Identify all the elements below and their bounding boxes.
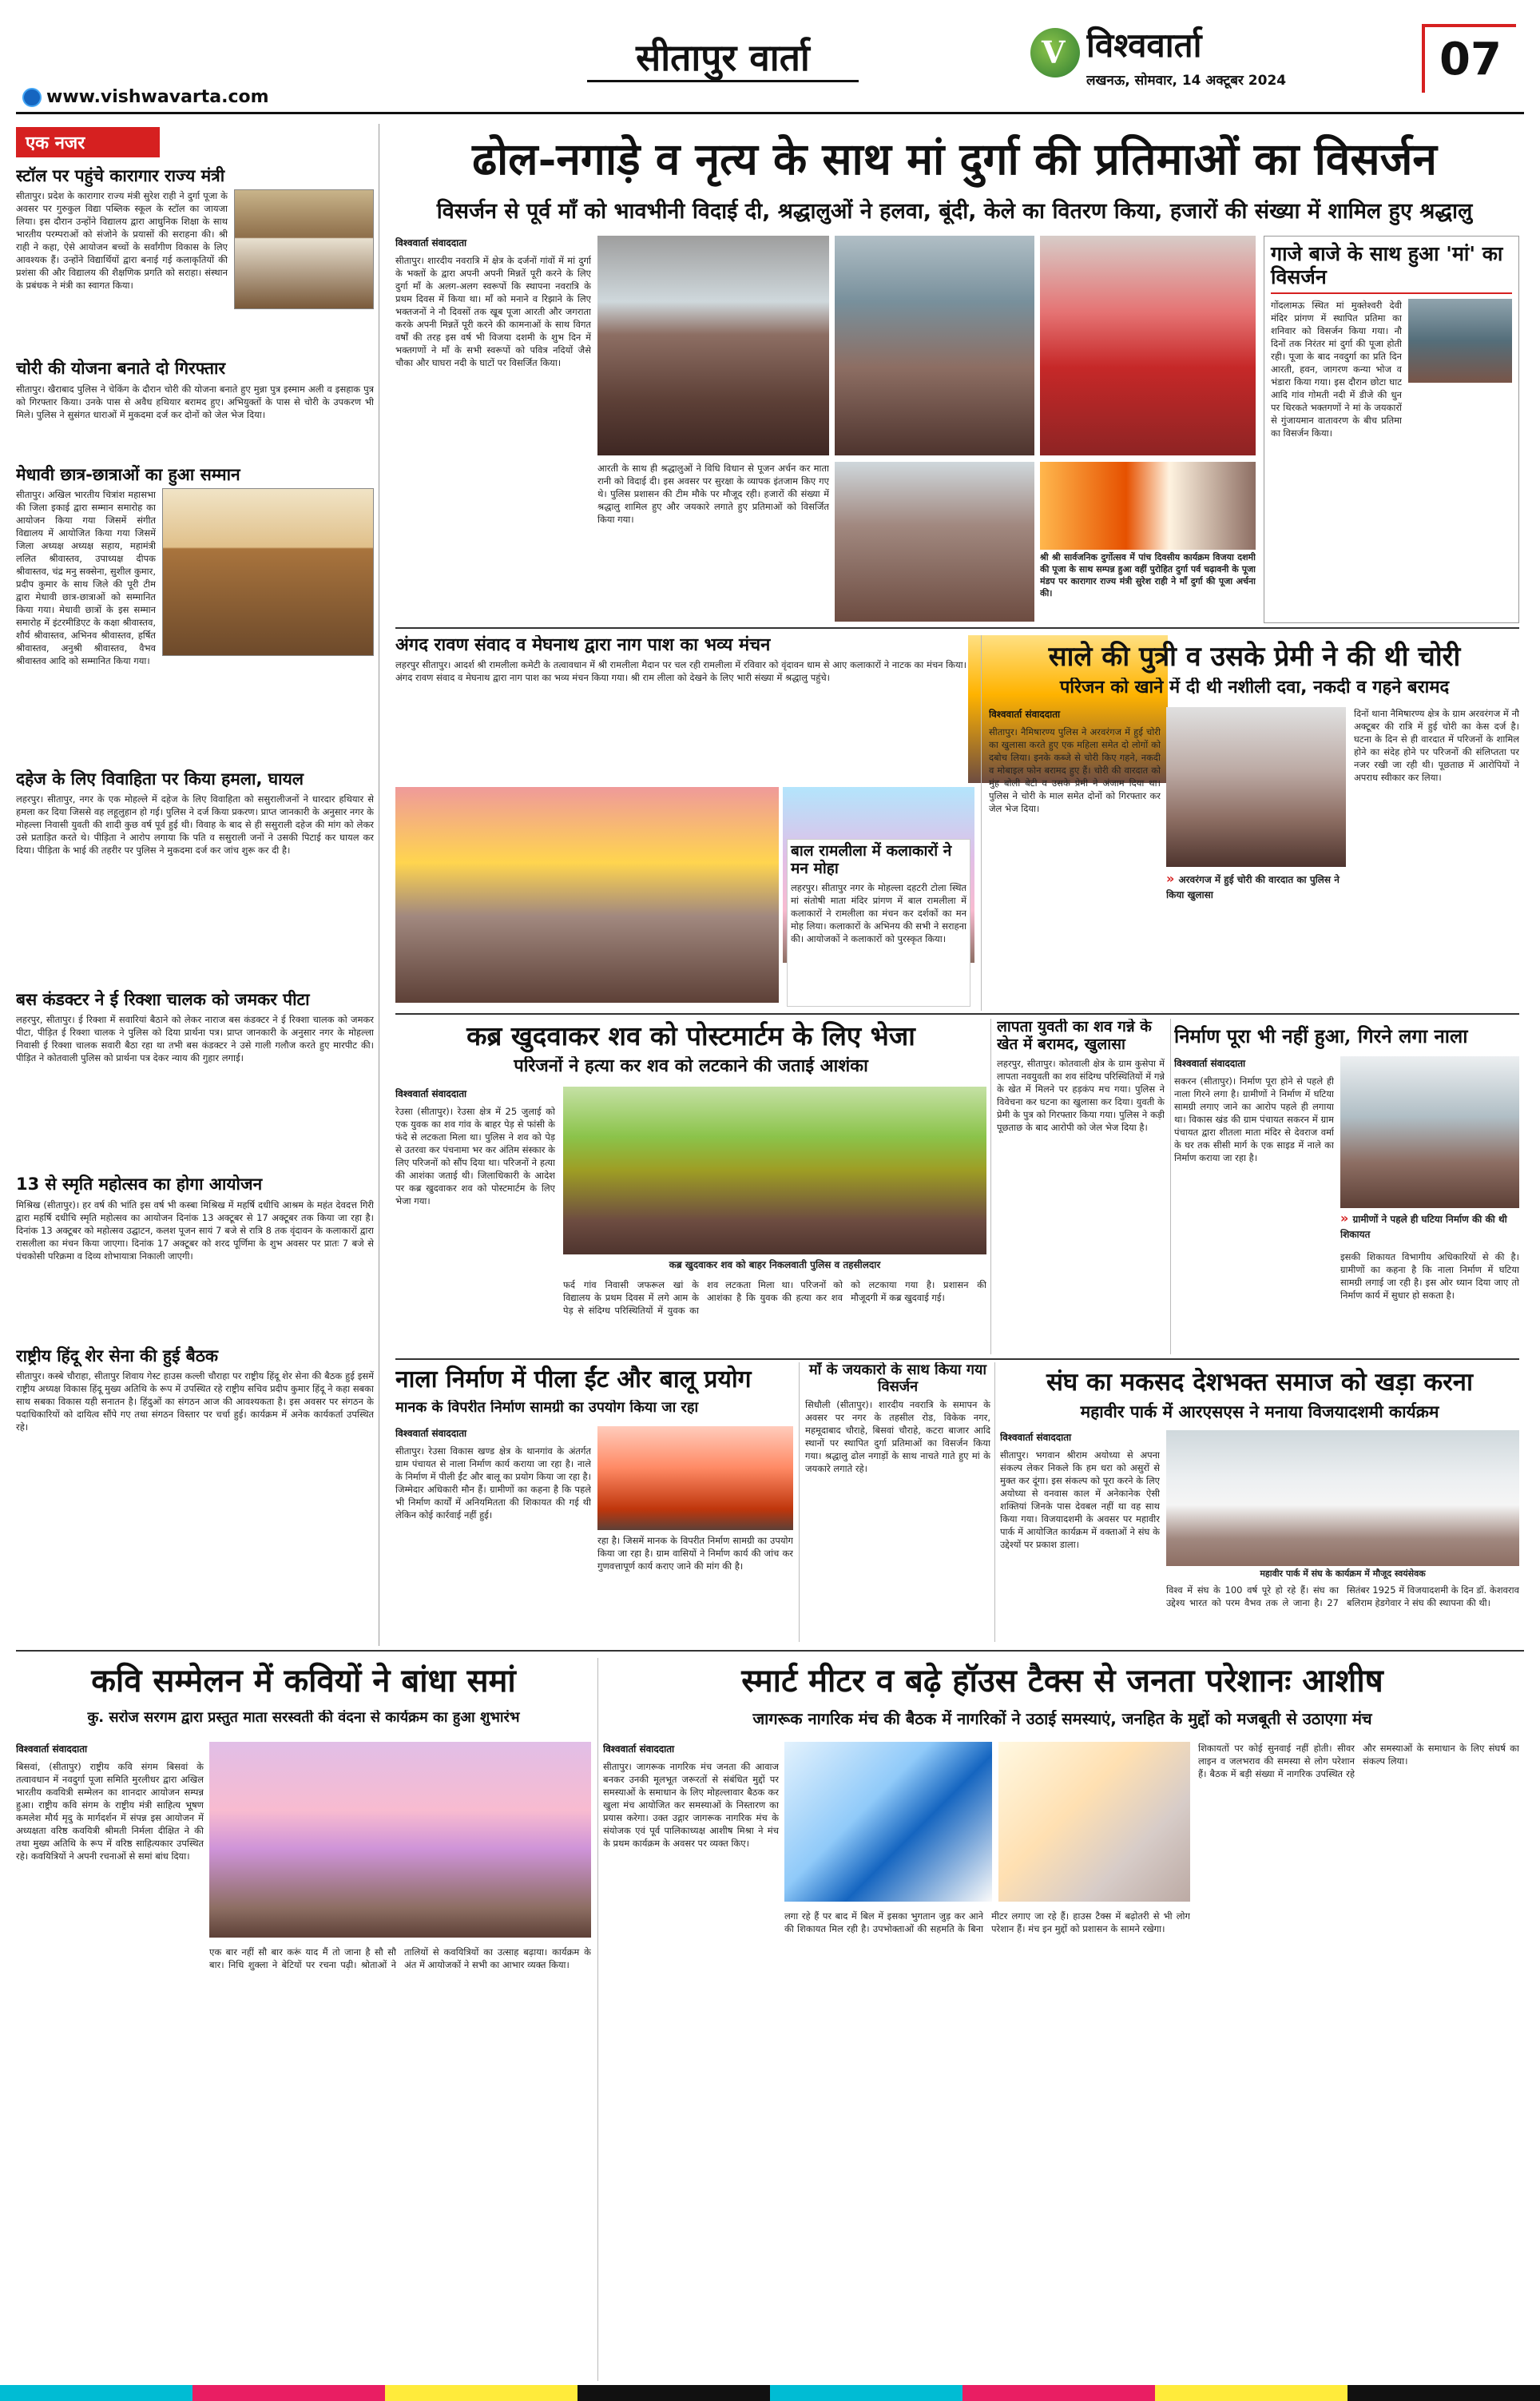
nala-body: सीतापुर। रेउसा विकास खण्ड क्षेत्र के थानगांव के अंतर्गत ग्राम पंचायत से नाला निर्माण कार्य कराया जा रहा है। नाले के निर्माण में पीली ईंट और बालू का प्रयोग किया जा रहा है। जिम्मेदार अधिकारी मौन हैं। ग्रामीणों का कहना है कि पहले भी निर्माण कार्यों में अनियमितता की शिकायत की गई थी लेकिन कोई कार्रवाई नहीं हुई। — [395, 1445, 591, 1521]
divider — [395, 1358, 1519, 1360]
nirman-story — [1174, 1056, 1334, 1352]
kabr-body: रेउसा (सीतापुर)। रेउसा क्षेत्र में 25 जुलाई को एक युवक का शव गांव के बाहर पेड़ से फांसी के फंदे से लटकता मिला था। पुलिस ने शव को पेड़ से उतरवा कर पंचनामा भर कर अंतिम संस्कार के लिए परिजनों को सौंप दिया था। परिजनों ने हत्या की आशंका जताई थी। जिलाधिकारी के आदेश पर कब्र खुदवाकर शव को पोस्टमार्टम के लिए भेजा गया। — [395, 1106, 555, 1206]
jaikare-story — [805, 1362, 990, 1642]
brick-drain-photo — [597, 1426, 793, 1530]
saale-subhead: परिजन को खाने में दी थी नशीली दवा, नकदी व गहने बरामद — [1059, 678, 1450, 698]
gaje-baje-box — [1264, 236, 1519, 623]
nala-story — [395, 1426, 591, 1642]
kavi-byline: विश्ववार्ता संवाददाता — [16, 1743, 88, 1755]
smart-headline: स्मार्ट मीटर व बढ़े हॉउस टैक्स से जनता परेशानः आशीष — [741, 1662, 1383, 1699]
smart-meter-photo — [784, 1742, 992, 1902]
sidebar-tag-label: एक नजर — [26, 133, 85, 153]
kabr-story — [395, 1087, 555, 1350]
laapata-body: लहरपुर, सीतापुर। कोतवाली क्षेत्र के ग्राम कुसेपा में लापता नवयुवती का शव संदिग्ध परिस्थितियों में गन्ने के खेत में मिलने पर हड़कंप मच गया। पुलिस ने विवेचना कर घटना का खुलासा कर दिया। युवती के प्रेमी के पुत्र को गिरफ्तार किया गया। पुलिस ने कड़ी पूछताछ के बाद आरोपी को जेल भेज दिया है। — [997, 1057, 1165, 1133]
nirman-body: सकरन (सीतापुर)। निर्माण पूरा होने से पहले ही नाला गिरने लगा है। ग्रामीणों ने निर्माण में घटिया सामग्री लगाए जाने का आरोप पहले ही लगाया था। विकास खंड की ग्राम पंचायत सकरन में ग्राम पंचायत द्वारा शीतला माता मंदिर से देवराज वर्मा के घर तक सीसी मार्ग के एक साइड में नाले का निर्माण कराया जा रहा है। — [1174, 1075, 1334, 1163]
kavi-body-2: एक बार नहीं सौ बार करूं याद मैं तो जाना है सौ सौ बार। निधि शुक्ला ने बेटियों पर रचना पढ़ी। श्रोताओं ने तालियों से कवयित्रियों का उत्साह बढ़ाया। कार्यक्रम के अंत में आयोजकों ने सभी का आभार व्यक्त किया। — [209, 1946, 591, 1970]
lead-headline: ढोल-नगाड़े व नृत्य के साथ मां दुर्गा की प्रतिमाओं का विसर्जन — [472, 133, 1437, 185]
kavi-subhead: कु. सरोज सरगम द्वारा प्रस्तुत माता सरस्वती की वंदना से कार्यक्रम का हुआ शुभारंभ — [87, 1710, 520, 1726]
ramlila-photo-actors — [395, 787, 779, 1003]
saale-photo-caption: अरवरंगज में हुई चोरी की वारदात का पुलिस ने किया खुलासा — [1166, 874, 1340, 900]
sidebar-item — [16, 464, 379, 764]
nirman-byline: विश्ववार्ता संवाददाता — [1174, 1058, 1246, 1069]
saale-body: सीतापुर। नैमिषारण्य पुलिस ने अरवरंगज में हुई चोरी का खुलासा करते हुए एक महिला समेत दो लोगों को दबोच लिया। इनके कब्जे से चोरी किए गहने, नकदी व मोबाइल फोन बरामद हुए हैं। चोरी की वारदात को मुंह बोली बेटी व उसके प्रेमी ने अंजाम दिया था। पुलिस ने चोरी के माल समेत दोनों को गिरफ्तार कर जेल भेज दिया। — [989, 726, 1161, 814]
gaje-baje-headline: गाजे बाजे के साथ हुआ 'मां' का विसर्जन — [1271, 243, 1512, 294]
minister-puja-photo — [1040, 462, 1256, 550]
divider — [597, 1658, 598, 2381]
divider — [16, 1650, 1524, 1652]
sidebar-item — [16, 1346, 379, 1553]
smart-body: सीतापुर। जागरूक नागरिक मंच जनता की आवाज बनकर उनकी मूलभूत जरूरतों से संबंधित मुद्दों पर समस्याओं के समाधान के लिए मोहल्लावार बैठक कर खुला मंच आयोजित कर समस्याओं के निस्तारण का प्रयास करेगा। उक्त उद्गार जागरूक नागरिक मंच के संयोजक एवं पूर्व पालिकाध्यक्ष आशीष मिश्रा ने मंच के प्रथम कार्यक्रम के अवसर पर व्यक्त किए। — [603, 1761, 779, 1849]
nala-byline: विश्ववार्ता संवाददाता — [395, 1428, 467, 1439]
smart-story-cont — [784, 1910, 1190, 2381]
lead-body-2: आरती के साथ ही श्रद्धालुओं ने विधि विधान से पूजन अर्चन कर माता रानी को विदाई दी। इस अवसर पर सुरक्षा के व्यापक इंतजाम किए गए थे। पुलिस प्रशासन की टीम मौके पर मौजूद रही। हजारों की संख्या में श्रद्धालु शामिल हुए और जयकारे लगाते हुए प्रतिमाओं को विसर्जित किया गया। — [597, 463, 829, 525]
divider — [395, 627, 1519, 629]
lead-byline: विश्ववार्ता संवाददाता — [395, 237, 467, 248]
procession-photo — [835, 462, 1034, 622]
immersion-photo-women — [1040, 236, 1256, 455]
sidebar-headline: स्टॉल पर पहुंचे कारागार राज्य मंत्री — [16, 166, 225, 185]
kavi-story-cont — [209, 1946, 591, 2381]
sangh-photo-caption: महावीर पार्क में संघ के कार्यक्रम में मौजूद स्वयंसेवक — [1260, 1568, 1426, 1579]
smart-story-cont-2 — [1198, 1742, 1519, 2381]
brand-name: विश्ववार्ता — [1086, 26, 1202, 65]
angad-story — [395, 635, 966, 783]
saale-headline: साले की पुत्री व उसके प्रेमी ने की थी चोरी — [1048, 641, 1461, 673]
laapata-headline: लापता युवती का शव गन्ने के खेत में बरामद, खुलासा — [997, 1019, 1152, 1053]
color-registration-bar — [0, 2385, 1540, 2401]
divider — [799, 1362, 800, 1642]
brand-logo-icon: V — [1030, 28, 1080, 78]
kabr-photo-caption: कब्र खुदवाकर शव को बाहर निकलवाती पुलिस व तहसीलदार — [669, 1259, 881, 1270]
angad-headline: अंगद रावण संवाद व मेघनाथ द्वारा नाग पाश का भव्य मंचन — [395, 635, 771, 655]
jaikare-body: सिधौली (सीतापुर)। शारदीय नवरात्रि के समापन के अवसर पर नगर के तहसील रोड, विकेक नगर, महमूदाबाद चौराहे, बिसवां चौराहे, कटरा बाजार आदि स्थानों पर स्थापित दुर्गा प्रतिमाओं का विसर्जन किया गया। श्रद्धालु ढोल नगाड़ों के साथ नाचते गाते हुए मां के जयकारे लगाते रहे। — [805, 1399, 990, 1475]
sangh-body: सीतापुर। भगवान श्रीराम अयोध्या से अपना संकल्प लेकर निकले कि हम धरा को असुरों से मुक्त कर दूंगा। इस संकल्प को पूरा करने के लिए अयोध्या से वनवास काल में अनेकानेक ऐसी शक्तियां जिनके पास देवबल नहीं था वह साथ किया गया। विजयादशमी के अवसर पर महावीर पार्क में आयोजित कार्यक्रम में वक्ताओं ने संघ के उद्देश्यों पर प्रकाश डाला। — [1000, 1449, 1160, 1550]
gaje-baje-body: गोंदलामऊ स्थित मां मुक्तेश्वरी देवी मंदिर प्रांगण में स्थापित प्रतिमा का शनिवार को विसर्जन किया गया। नौ दिनों तक निरंतर मां दुर्गा की पूजा होती रही। पूजा के बाद नवदुर्गा का प्रति दिन आरती, हवन, जागरण कन्या भोज व भंडारा किया गया। इस दौरान छोटा घाट आदि गांव गोमती नदी में डीजे की धुन पर थिरकते भक्तगणों ने मां के जयकारों से गुंजायमान वातावरण के बीच प्रतिमा का विसर्जन किया। — [1271, 299, 1402, 439]
felicitation-photo — [162, 488, 374, 656]
saale-caption-box — [1166, 871, 1346, 911]
sidebar — [16, 124, 379, 1646]
kavi-body: बिसवां, (सीतापुर) राष्ट्रीय कवि संगम बिसवां के तत्वावधान में नवदुर्गा पूजा समिति मुरलीधर द्वारा अखिल भारतीय कवयित्री सम्मेलन का शानदार आयोजन सम्पन्न हुआ। राष्ट्रीय कवि संगम के राष्ट्रीय मंत्री साहित्य भूषण कमलेश मौर्य मृदु के मार्गदर्शन में संपन्न इस आयोजन में अध्यक्षता वरिष्ठ कवयित्री श्रीमती निर्मला दीक्षित ने की तथा मुख्य अतिथि के रूप में वरिष्ठ साहित्यकार उपस्थित रहे। कवयित्रियों ने अपनी रचनाओं से समां बांध दिया। — [16, 1761, 204, 1862]
kabr-headline: कब्र खुदवाकर शव को पोस्टमार्टम के लिए भेजा — [466, 1020, 915, 1051]
sangh-body-2: विश्व में संघ के 100 वर्ष पूरे हो रहे हैं। संघ का उद्देश्य भारत को परम वैभव तक ले जाना है। 27 सितंबर 1925 में विजयादशमी के दिन डॉ. केशवराव बलिराम हेडगेवार ने संघ की स्थापना की थी। — [1166, 1584, 1519, 1608]
sidebar-body: सीतापुर। कस्बे चौराहा, सीतापुर शिवाय गेस्ट हाउस कल्ली चौराहा पर राष्ट्रीय हिंदू शेर सेना की बैठक हुई इसमें राष्ट्रीय अध्यक्ष विकास हिंदू मुख्य अतिथि के रूप में उपस्थित रहे राष्ट्रीय सचिव प्रदीप कुमार हिंदू ने कहा सबका साथ सबका विकास यही सनातन है। हिंदुओं का संगठन आज की आवश्यकता है। इस अवसर पर संगठन के पदाधिकारियों को दायित्व सौंपे गए तथा संगठन विस्तार पर चर्चा हुई। कार्यक्रम में अनेक कार्यकर्ता उपस्थित रहे। — [16, 1369, 374, 1433]
header-rule — [16, 112, 1524, 114]
divider — [1170, 1019, 1171, 1354]
sidebar-body: सीतापुर। अखिल भारतीय चित्रांश महासभा की जिला इकाई द्वारा सम्मान समारोह का आयोजन किया गया जिसमें संगीत विद्यालय में आयोजित किया गया जिसमें जिला अध्यक्ष अध्यक्ष सहाय, महामंत्री ललित श्रीवास्तव, उपाध्यक्ष दीपक श्रीवास्तव, चंद्र मनु सक्सेना, सुशील कुमार, प्रदीप कुमार के साथ जिले की पूरी टीम द्वारा मेधावी छात्र-छात्राओं को सम्मानित किया गया। मेधावी छात्रों के इस सम्मान समारोह में इंटरमीडिएट के कक्षा श्रीवास्तव, शौर्य श्रीवास्तव, अभिनव श्रीवास्तव, हर्षित श्रीवास्तव, अनुश्री श्रीवास्तव, वैभव श्रीवास्तव आदि को सम्मानित किया गया। — [16, 488, 156, 666]
broken-drain-photo — [1340, 1056, 1519, 1208]
nirman-body-2: इसकी शिकायत विभागीय अधिकारियों से की है। ग्रामीणों का कहना है कि नाला निर्माण में घटिया सामग्री लगाई जा रही है। इस ओर ध्यान दिया जाए तो निर्माण कार्य में सुधार हो सकता है। — [1340, 1251, 1519, 1301]
page-number-box — [1422, 24, 1516, 93]
saale-story-cont — [1354, 707, 1519, 1007]
bal-ramlila-body: लहरपुर। सीतापुर नगर के मोहल्ला दहटरी टोला स्थित मां संतोषी माता मंदिर प्रांगण में बाल रामलीला में कलाकारों ने रामलीला का मंचन कर दर्शकों का मन मोह लिया। कलाकारों के अभिनय की सभी ने सराहना की। आयोजकों ने कलाकारों को पुरस्कृत किया। — [791, 881, 966, 944]
dateline: लखनऊ, सोमवार, 14 अक्टूबर 2024 — [1086, 73, 1287, 89]
smart-body-2: लगा रहे हैं पर बाद में बिल में इसका भुगतान जुड़ कर आने की शिकायत मिल रही है। उपभोक्ताओं की सहमति के बिना मीटर लगाए जा रहे हैं। हाउस टैक्स में बढ़ोतरी से भी लोग परेशान हैं। मंच इन मुद्दों को प्रशासन के सामने रखेगा। — [784, 1910, 1190, 1934]
sidebar-item — [16, 358, 379, 459]
sidebar-headline: दहेज के लिए विवाहिता पर किया हमला, घायल — [16, 769, 304, 789]
nirman-caption-box — [1340, 1210, 1519, 1246]
sangh-byline: विश्ववार्ता संवाददाता — [1000, 1432, 1072, 1443]
smart-story — [603, 1742, 779, 2381]
kabr-body-2: फर्द गांव निवासी जफरूल खां के विद्यालय के प्रथम दिवस में लगे आम के पेड़ से संदिग्ध परिस्थितियों में युवक का शव लटकता मिला था। परिजनों को आशंका है कि युवक की हत्या कर शव को लटकाया गया है। प्रशासन की मौजूदगी में कब्र खुदवाई गई। — [563, 1279, 986, 1316]
lead-subhead: विसर्जन से पूर्व माँ को भावभीनी विदाई दी, श्रद्धालुओं ने हलवा, बूंदी, केले का वितरण किया, हजारों की संख्या में शामिल हुए श्रद्धालु — [436, 199, 1473, 224]
masthead — [0, 0, 1540, 112]
sidebar-tag — [16, 127, 160, 157]
house-tax-illustration — [998, 1742, 1190, 1902]
lead-photo-caption: श्री श्री सार्वजनिक दुर्गोत्सव में पांच दिवसीय कार्यक्रम विजया दशमी की पूजा के साथ सम्पन्न हुआ वहीं पुरोहित दुर्गा पर्व चढ़ावनी के पूजा मंडप पर कारागार राज्य मंत्री सुरेश राही ने माँ दुर्गा की पूजा अर्चना की। — [1040, 552, 1256, 598]
globe-icon — [22, 88, 42, 107]
divider — [994, 1362, 995, 1642]
lead-story-cont — [597, 462, 829, 622]
saale-body-2: दिनों थाना नैमिषारण्य क्षेत्र के ग्राम अरवरंगज में नौ अक्टूबर की रात्रि में हुई चोरी का केस दर्ज है। घटना के दिन से ही वारदात में परिजनों के शामिल होने का संदेह होने पर परिजनों की संलिप्तता पर नजर रखी जा रही थी। पूछताछ में आरोपियों ने अपराध स्वीकार कर लिया। — [1354, 708, 1519, 783]
website-link[interactable]: www.vishwavarta.com — [46, 87, 269, 107]
sidebar-headline: राष्ट्रीय हिंदू शेर सेना की हुई बैठक — [16, 1346, 219, 1365]
smart-subhead: जागरूक नागरिक मंच की बैठक में नागरिकों ने उठाई समस्याएं, जनहित के मुद्दों को मजबूती से उठाएगा मंच — [752, 1710, 1372, 1728]
laapata-story — [997, 1019, 1165, 1354]
immersion-photo-river — [835, 236, 1034, 455]
minister-photo — [234, 189, 374, 309]
sidebar-headline: 13 से स्मृति महोत्सव का होगा आयोजन — [16, 1175, 263, 1195]
angad-body: लहरपुर सीतापुर। आदर्श श्री रामलीला कमेटी के तत्वावधान में श्री रामलीला मैदान पर चल रही रामलीला में रविवार को वृंदावन धाम से आए कलाकारों ने नाटक का मंचन किया। अंगद रावण संवाद व मेघनाथ द्वारा नाग पाश का भव्य मंचन किया गया। श्री राम लीला को देखने के लिए भारी संख्या में श्रद्धालु पहुंचे। — [395, 659, 966, 684]
sidebar-item — [16, 157, 379, 353]
page-number: 07 — [1439, 34, 1502, 85]
kabr-story-cont — [563, 1278, 986, 1354]
kavi-story — [16, 1742, 204, 2381]
title-rule — [587, 80, 859, 82]
sidebar-body: मिश्रिख (सीतापुर)। हर वर्ष की भांति इस वर्ष भी कस्बा मिश्रिख में महर्षि दधीचि आश्रम के महंत देवदत्त गिरी द्वारा महर्षि दधीचि स्मृति महोत्सव का आयोजन दिनांक 13 अक्टूबर से 17 अक्टूबर तक किया जा रहा है। दिनांक 13 अक्टूबर को महोत्सव उद्घाटन, कलश पूजन सायं 7 बजे से रात्रि 8 तक वृंदावन के कलाकारों द्वारा रासलीला का मंचन किया जाएगा। दिनांक 17 अक्टूबर को शरद पूर्णिमा के शुभ अवसर पर प्रातः 7 बजे से पंचकोसी परिक्रमा व दिव्य शोभायात्रा निकाली जाएगी। — [16, 1199, 374, 1262]
lead-body: सीतापुर। शारदीय नवरात्रि में क्षेत्र के दर्जनों गांवों में मां दुर्गा के भक्तों के द्वारा अपनी अपनी मिन्नतें पूरी करने के लिए दुर्गा माँ के अलग-अलग स्वरूपों कि स्थापना नवरात्रि के प्रथम दिवस में किया था। माँ को मनाने व रिझाने के लिए भक्तजनों ने नौ दिवसों तक खूब पूजा आरती और जगराता करके अपनी मिन्नतें पूरी करने की कामनाओं के साथ विगत वर्षों की तरह इस वर्ष भी विजया दशमी के शुभ दिन में भक्तगणों ने माँ के सभी स्वरूपों को पवित्र नदियों जैसे चौका और घाघरा नदी के घाटों पर विसर्जित किया। — [395, 255, 591, 368]
kabr-byline: विश्ववार्ता संवाददाता — [395, 1088, 467, 1099]
bal-ramlila-content — [787, 839, 970, 1007]
nala-body-2: रहा है। जिसमें मानक के विपरीत निर्माण सामग्री का उपयोग किया जा रहा है। ग्राम वासियों ने निर्माण कार्य की जांच कर गुणवत्तापूर्ण कार्य कराए जाने की मांग की है। — [597, 1535, 793, 1572]
sidebar-headline: मेधावी छात्र-छात्राओं का हुआ सम्मान — [16, 464, 240, 484]
sidebar-item — [16, 989, 379, 1169]
police-recovery-photo — [1166, 707, 1346, 867]
sangh-subhead: महावीर पार्क में आरएसएस ने मनाया विजयादशमी कार्यक्रम — [1080, 1402, 1439, 1421]
jaikare-headline: माँ के जयकारो के साथ किया गया विसर्जन — [808, 1362, 987, 1395]
saale-story — [989, 707, 1161, 1007]
sangh-headline: संघ का मकसद देशभक्त समाज को खड़ा करना — [1046, 1368, 1474, 1397]
nala-subhead: मानक के विपरीत निर्माण सामग्री का उपयोग किया जा रहा — [395, 1400, 699, 1416]
sidebar-body: सीतापुर। खैराबाद पुलिस ने चेकिंग के दौरान चोरी की योजना बनाते हुए मुन्ना पुत्र इस्माम अली व इसहाक पुत्र को गिरफ्तार किया। उनके पास से अवैध हथियार बरामद हुए। अभियुक्तों के पास से चोरी के उपकरण भी मिले। पुलिस ने सुसंगत धाराओं में मुकदमा दर्ज कर दोनों को जेल भेज दिया। — [16, 383, 374, 420]
divider — [990, 1019, 991, 1354]
kavi-headline: कवि सम्मेलन में कवियों ने बांधा समां — [91, 1662, 516, 1699]
gaje-baje-photo — [1408, 299, 1512, 383]
sidebar-body: लहरपुर। सीतापुर, नगर के एक मोहल्ले में दहेज के लिए विवाहिता को ससुरालीजनों ने धारदार हथियार से हमला कर दिया जिससे वह लहूलुहान हो गई। पुलिस ने दर्ज किया प्रकरण। प्राप्त जानकारी के अनुसार नगर के मोहल्ला निवासी युवती की शादी कुछ वर्ष पूर्व हुई थी। विवाह के बाद से ही ससुराली दहेज की मांग को लेकर उसे प्रताड़ित करते थे। पीड़िता ने आरोप लगाया कि पति व ससुराली जनों ने उसकी पिटाई कर घायल कर दिया। पीड़िता के भाई की तहरीर पर पुलिस ने मुकदमा दर्ज कर जांच शुरू कर दी है। — [16, 793, 374, 856]
page-title: सीतापुर वार्ता — [636, 36, 810, 79]
nirman-photo-caption: ग्रामीणों ने पहले ही घटिया निर्माण की की थी शिकायत — [1340, 1214, 1507, 1240]
nala-story-cont — [597, 1534, 793, 1642]
sidebar-item — [16, 769, 379, 984]
bal-ramlila-headline: बाल रामलीला में कलाकारों ने मन मोहा — [791, 842, 952, 877]
nala-headline: नाला निर्माण में पीला ईंट और बालू प्रयोग — [395, 1365, 752, 1393]
sidebar-headline: चोरी की योजना बनाते दो गिरफ्तार — [16, 359, 226, 379]
immersion-photo-crowd — [597, 236, 829, 455]
sangh-story — [1000, 1430, 1160, 1642]
sidebar-item — [16, 1174, 379, 1340]
divider — [395, 1013, 1519, 1015]
kabr-subhead: परिजनों ने हत्या कर शव को लटकाने की जताई आशंका — [514, 1056, 868, 1076]
poets-group-photo — [209, 1742, 591, 1938]
sidebar-body: लहरपुर, सीतापुर। ई रिक्शा में सवारियां बैठाने को लेकर नाराज बस कंडक्टर ने ई रिक्शा चालक को जमकर पीटा, पीड़ित ई रिक्शा चालक ने पुलिस को दिया प्रार्थना पत्र। प्राप्त जानकारी के अनुसार नगर के मोहल्ला निवासी ई रिक्शा चालक सवारी बैठा रहा था तभी बस कंडक्टर ने उसे गाली गलौज करते हुए मारपीट की। पीड़ित ने कोतवाली पुलिस को प्रार्थना पत्र देकर न्याय की गुहार लगाई। — [16, 1014, 374, 1064]
caption-arrow-icon: » — [1340, 1210, 1349, 1226]
sangh-story-cont — [1166, 1584, 1519, 1644]
exhumation-photo — [563, 1087, 986, 1254]
rss-event-photo — [1166, 1430, 1519, 1566]
smart-body-3: शिकायतों पर कोई सुनवाई नहीं होती। सीवर लाइन व जलभराव की समस्या से लोग परेशान हैं। बैठक में बड़ी संख्या में नागरिक उपस्थित रहे और समस्याओं के समाधान के लिए संघर्ष का संकल्प लिया। — [1198, 1743, 1519, 1779]
saale-byline: विश्ववार्ता संवाददाता — [989, 709, 1061, 720]
caption-arrow-icon: » — [1166, 871, 1175, 886]
nirman-headline: निर्माण पूरा भी नहीं हुआ, गिरने लगा नाला — [1174, 1024, 1468, 1047]
smart-byline: विश्ववार्ता संवाददाता — [603, 1743, 675, 1755]
nirman-story-cont — [1340, 1250, 1519, 1353]
divider — [981, 635, 982, 1011]
sidebar-headline: बस कंडक्टर ने ई रिक्शा चालक को जमकर पीटा — [16, 990, 310, 1009]
lead-story — [395, 236, 591, 619]
sidebar-body: सीतापुर। प्रदेश के कारागार राज्य मंत्री सुरेश राही ने दुर्गा पूजा के अवसर पर गुरुकुल विद्या पब्लिक स्कूल के स्टॉल का जायजा लिया। इस दौरान उन्होंने विद्यालय द्वारा आधुनिक शिक्षा के साथ भारतीय परम्पराओं को संजोने के प्रयासों की सराहना की। श्री राही ने कहा, ऐसे आयोजन बच्चों के सर्वांगीण विकास के लिए आवश्यक हैं। उन्होंने विद्यार्थियों द्वारा बनाई गई कलाकृतियों की प्रशंसा की और विद्यालय की शैक्षणिक प्रगति को सराहा। संस्थान के प्रबंधक ने मंत्री का स्वागत किया। — [16, 190, 228, 292]
